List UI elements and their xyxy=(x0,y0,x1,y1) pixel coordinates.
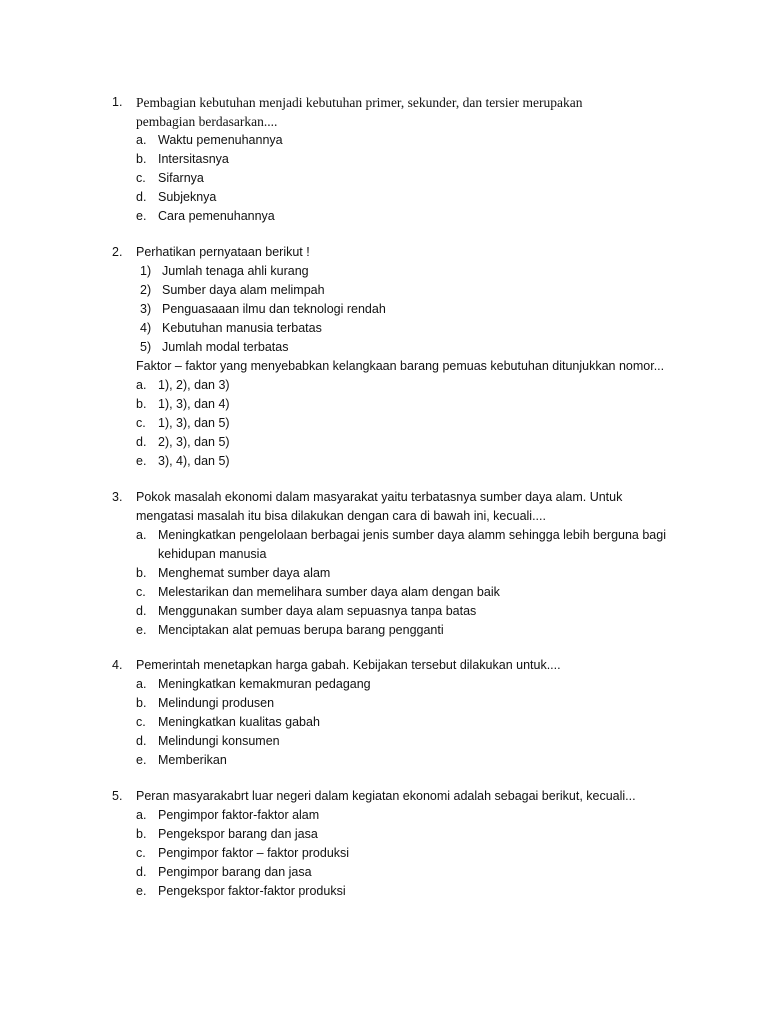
option-text: Sifarnya xyxy=(158,171,204,185)
statement-number: 2) xyxy=(140,283,152,297)
option-a xyxy=(0,675,768,694)
option-text: Waktu pemenuhannya xyxy=(158,133,283,147)
question-1 xyxy=(0,93,768,226)
question-text: Pemerintah menetapkan harga gabah. Kebijakan tersebut dilakukan untuk.... xyxy=(136,658,561,672)
option-text: Pengekspor faktor-faktor produksi xyxy=(158,884,346,898)
option-letter: d. xyxy=(136,435,147,449)
statement-1 xyxy=(0,262,768,281)
question-number: 5. xyxy=(112,789,123,803)
option-letter: b. xyxy=(136,566,147,580)
option-text: Intersitasnya xyxy=(158,152,229,166)
option-letter: e. xyxy=(136,753,147,767)
option-text: Pengimpor faktor-faktor alam xyxy=(158,808,320,822)
option-letter: d. xyxy=(136,865,147,879)
question-text: pembagian berdasarkan.... xyxy=(136,114,278,129)
statement-4 xyxy=(0,319,768,338)
option-text: 2), 3), dan 5) xyxy=(158,435,230,449)
option-text: Memberikan xyxy=(158,753,227,767)
option-a-continued xyxy=(0,545,768,564)
question-number: 4. xyxy=(112,658,123,672)
option-e xyxy=(0,452,768,471)
question-text: Pembagian kebutuhan menjadi kebutuhan primer, sekunder, dan tersier merupakan xyxy=(136,95,583,110)
question-5 xyxy=(0,787,768,901)
option-text: Meningkatkan pengelolaan berbagai jenis sumber daya alamm sehingga lebih berguna bagi xyxy=(158,528,666,542)
option-text: 1), 2), dan 3) xyxy=(158,378,230,392)
statement-text: Jumlah modal terbatas xyxy=(162,340,289,354)
option-text: 1), 3), dan 5) xyxy=(158,416,230,430)
option-text: Meningkatkan kemakmuran pedagang xyxy=(158,677,371,691)
option-e xyxy=(0,882,768,901)
question-text: mengatasi masalah itu bisa dilakukan dengan cara di bawah ini, kecuali.... xyxy=(136,509,546,523)
option-a xyxy=(0,806,768,825)
question-text-line xyxy=(0,507,768,526)
option-c xyxy=(0,844,768,863)
option-text: Menggunakan sumber daya alam sepuasnya tanpa batas xyxy=(158,604,477,618)
option-letter: c. xyxy=(136,171,146,185)
option-letter: e. xyxy=(136,209,147,223)
option-letter: b. xyxy=(136,827,147,841)
question-prompt-text: Faktor – faktor yang menyebabkan kelangkaan barang pemuas kebutuhan ditunjukkan nomor... xyxy=(136,359,665,373)
option-letter: d. xyxy=(136,190,147,204)
option-text: Meningkatkan kualitas gabah xyxy=(158,715,320,729)
option-letter: e. xyxy=(136,884,147,898)
option-e xyxy=(0,621,768,640)
statement-text: Jumlah tenaga ahli kurang xyxy=(162,264,309,278)
option-text: Pengekspor barang dan jasa xyxy=(158,827,318,841)
question-text: Perhatikan pernyataan berikut ! xyxy=(136,245,310,259)
question-number: 3. xyxy=(112,490,123,504)
option-text: Melindungi produsen xyxy=(158,696,275,710)
option-letter: a. xyxy=(136,677,147,691)
question-text-line xyxy=(0,112,768,131)
option-b xyxy=(0,825,768,844)
question-4 xyxy=(0,656,768,770)
statement-number: 1) xyxy=(140,264,152,278)
option-letter: e. xyxy=(136,454,147,468)
option-b xyxy=(0,564,768,583)
option-b xyxy=(0,694,768,713)
statement-number: 4) xyxy=(140,321,152,335)
question-text-line xyxy=(0,656,768,675)
option-text: 1), 3), dan 4) xyxy=(158,397,230,411)
question-text-line xyxy=(0,488,768,507)
option-letter: c. xyxy=(136,416,146,430)
option-text: Melestarikan dan memelihara sumber daya alam dengan baik xyxy=(158,585,500,599)
question-number: 2. xyxy=(112,245,123,259)
option-d xyxy=(0,188,768,207)
statement-number: 5) xyxy=(140,340,152,354)
option-d xyxy=(0,433,768,452)
statement-text: Penguasaaan ilmu dan teknologi rendah xyxy=(162,302,386,316)
option-c xyxy=(0,713,768,732)
option-text: Menghemat sumber daya alam xyxy=(158,566,331,580)
statement-text: Kebutuhan manusia terbatas xyxy=(162,321,322,335)
question-prompt xyxy=(0,357,768,376)
option-text: Subjeknya xyxy=(158,190,217,204)
option-text: kehidupan manusia xyxy=(158,547,267,561)
option-letter: c. xyxy=(136,715,146,729)
statement-3 xyxy=(0,300,768,319)
option-e xyxy=(0,751,768,770)
option-text: Cara pemenuhannya xyxy=(158,209,275,223)
option-text: Melindungi konsumen xyxy=(158,734,280,748)
option-text: Pengimpor barang dan jasa xyxy=(158,865,312,879)
option-text: 3), 4), dan 5) xyxy=(158,454,230,468)
option-letter: d. xyxy=(136,734,147,748)
statement-2 xyxy=(0,281,768,300)
option-letter: a. xyxy=(136,808,147,822)
question-text: Peran masyarakabrt luar negeri dalam kegiatan ekonomi adalah sebagai berikut, kecuali... xyxy=(136,789,636,803)
option-c xyxy=(0,169,768,188)
option-letter: d. xyxy=(136,604,147,618)
option-letter: b. xyxy=(136,397,147,411)
option-c xyxy=(0,583,768,602)
option-d xyxy=(0,602,768,621)
question-2 xyxy=(0,243,768,471)
option-text: Pengimpor faktor – faktor produksi xyxy=(158,846,350,860)
question-text: Pokok masalah ekonomi dalam masyarakat yaitu terbatasnya sumber daya alam. Untuk xyxy=(136,490,623,504)
option-letter: a. xyxy=(136,378,147,392)
option-d xyxy=(0,863,768,882)
option-e xyxy=(0,207,768,226)
option-text: Menciptakan alat pemuas berupa barang pengganti xyxy=(158,623,444,637)
option-letter: b. xyxy=(136,696,147,710)
statement-text: Sumber daya alam melimpah xyxy=(162,283,325,297)
option-letter: e. xyxy=(136,623,147,637)
option-letter: c. xyxy=(136,585,146,599)
option-b xyxy=(0,150,768,169)
option-a xyxy=(0,131,768,150)
option-d xyxy=(0,732,768,751)
statement-number: 3) xyxy=(140,302,152,316)
question-3 xyxy=(0,488,768,640)
option-a xyxy=(0,526,768,545)
question-text-line xyxy=(0,243,768,262)
question-text-line xyxy=(0,93,768,112)
option-letter: b. xyxy=(136,152,147,166)
option-c xyxy=(0,414,768,433)
option-letter: c. xyxy=(136,846,146,860)
question-number: 1. xyxy=(112,95,123,109)
option-a xyxy=(0,376,768,395)
option-letter: a. xyxy=(136,133,147,147)
question-text-line xyxy=(0,787,768,806)
statement-5 xyxy=(0,338,768,357)
option-letter: a. xyxy=(136,528,147,542)
option-b xyxy=(0,395,768,414)
